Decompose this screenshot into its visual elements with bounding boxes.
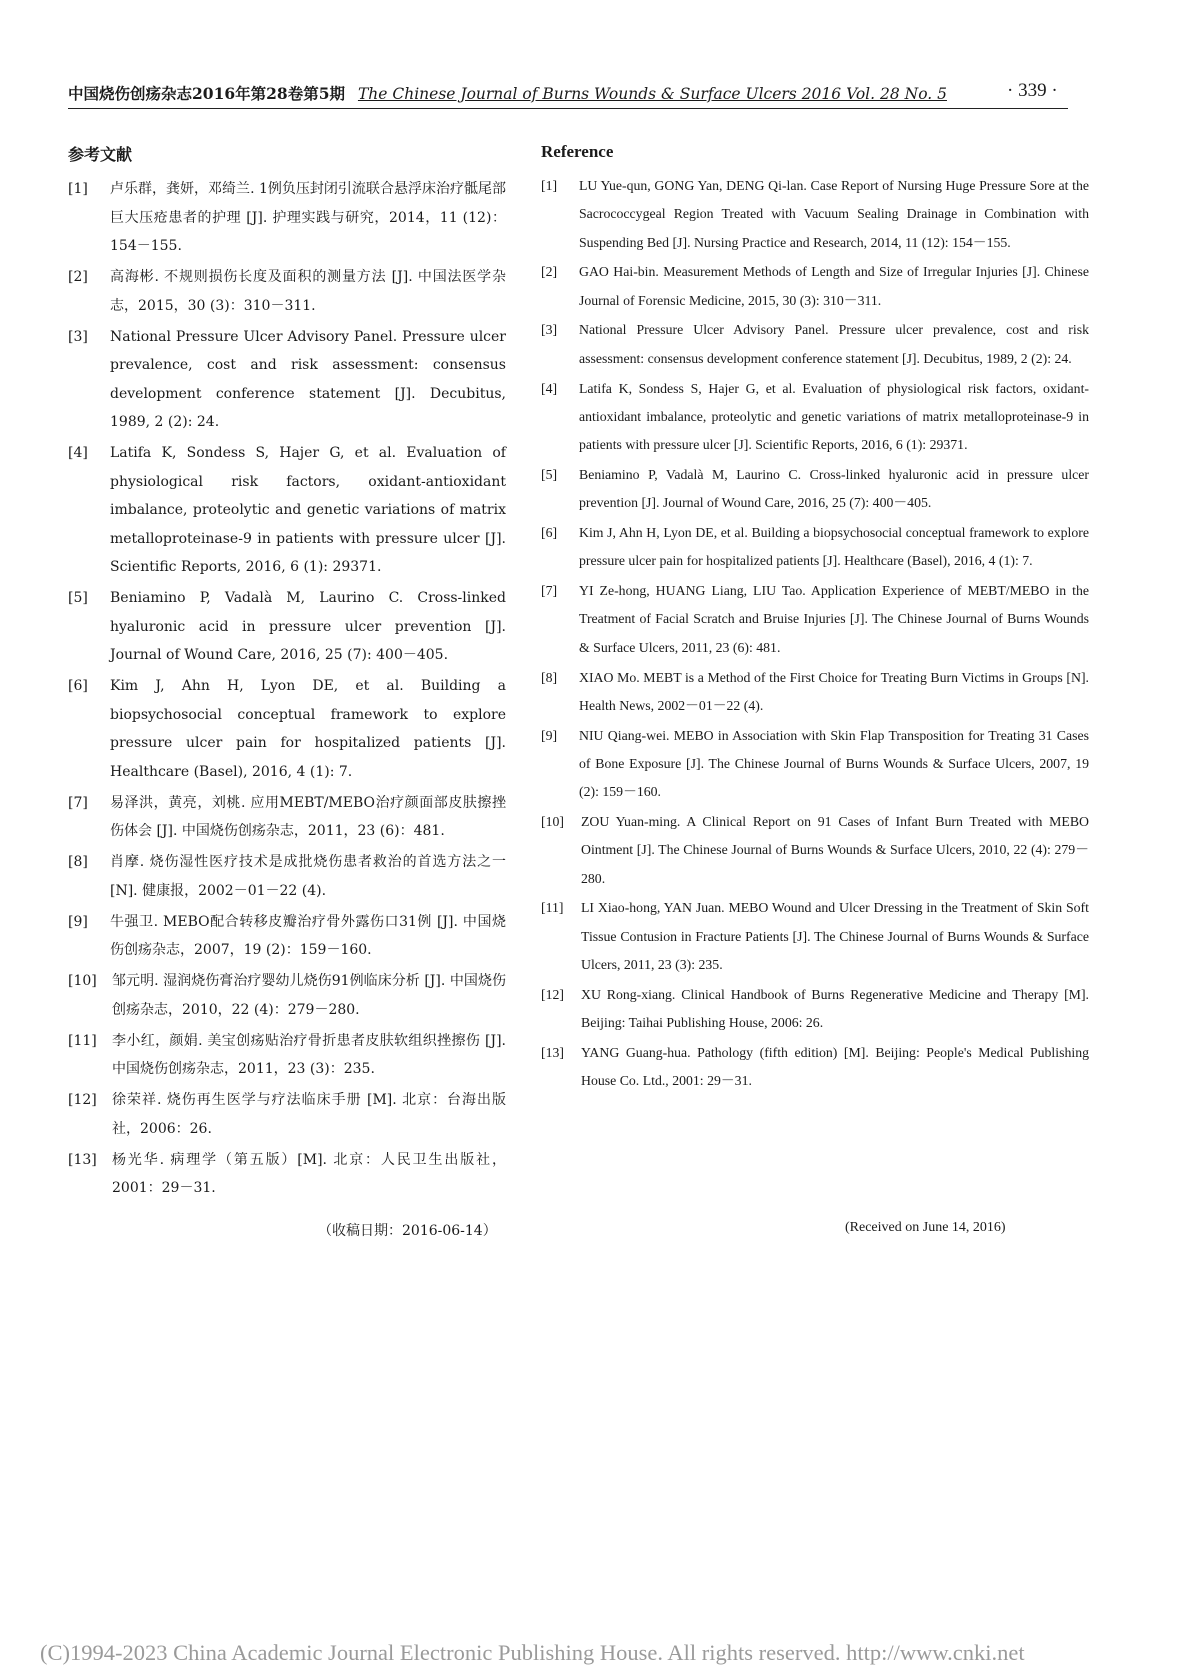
references-cn-list [68, 175, 506, 1203]
header-journal-en: The Chinese Journal of Burns Wounds & Surface Ulcers 2016 Vol. 28 No. 5 [357, 85, 947, 103]
reference-item [68, 1027, 506, 1084]
reference-item [68, 848, 506, 905]
reference-item [68, 175, 506, 261]
reference-number: [12] [541, 986, 564, 1002]
reference-text: Kim J, Ahn H, Lyon DE, et al. Building a biopsychosocial conceptual framework to explore pressure ulcer pain for hospitalized patients [J]. Healthcare (Basel), 2016, 4 (1): 7. [579, 525, 1089, 569]
reference-item [68, 263, 506, 320]
reference-text: 卢乐群，龚妍，邓绮兰. 1例负压封闭引流联合悬浮床治疗骶尾部巨大压疮患者的护理 [J]. 护理实践与研究，2014，11 (12)：154－155. [110, 181, 506, 254]
reference-item [68, 1146, 506, 1203]
reference-text: 李小红，颜娟. 美宝创疡贴治疗骨折患者皮肤软组织挫擦伤 [J]. 中国烧伤创疡杂志，2011，23 (3)：235. [112, 1032, 506, 1077]
reference-number: [5] [541, 466, 558, 482]
reference-text: XU Rong-xiang. Clinical Handbook of Burns Regenerative Medicine and Therapy [M]. Beijing: Taihai Publishing House, 2006: 26. [581, 986, 1089, 1031]
copyright-footer: (C)1994-2023 China Academic Journal Electronic Publishing House. All rights reserved. http://www.cnki.net [40, 1640, 1025, 1665]
reference-item [541, 172, 1089, 257]
reference-item [541, 808, 1089, 893]
references-en-title: Reference [541, 142, 614, 161]
running-header [68, 82, 1068, 110]
reference-item [541, 1039, 1089, 1096]
reference-number: [4] [68, 445, 88, 461]
reference-item [68, 908, 506, 965]
reference-number: [8] [68, 854, 88, 870]
references-cn-title: 参考文献 [68, 145, 133, 164]
reference-number: [1] [541, 178, 558, 193]
reference-text: 徐荣祥. 烧伤再生医学与疗法临床手册 [M]. 北京：台海出版社，2006：26. [112, 1092, 506, 1137]
reference-item [541, 461, 1089, 518]
reference-item [68, 323, 506, 437]
reference-number: [9] [541, 727, 558, 743]
reference-text: Latifa K, Sondess S, Hajer G, et al. Evaluation of physiological risk factors, oxidant-antioxidant imbalance, proteolytic and genetic variations of matrix metalloproteinase-9 in patients with pressure ulcer [J]. Scientific Reports, 2016, 6 (1): 29371. [579, 380, 1089, 453]
reference-item [541, 664, 1089, 721]
reference-item [541, 258, 1089, 315]
reference-text: 邹元明. 湿润烧伤膏治疗婴幼儿烧伤91例临床分析 [J]. 中国烧伤创疡杂志，2010，22 (4)：279－280. [112, 973, 506, 1018]
reference-number: [3] [68, 328, 88, 345]
reference-text: GAO Hai-bin. Measurement Methods of Length and Size of Irregular Injuries [J]. Chinese Journal of Forensic Medicine, 2015, 30 (3): 310－311. [579, 264, 1089, 308]
reference-number: [7] [541, 583, 558, 599]
received-date-cn: （收稿日期：2016-06-14） [318, 1223, 497, 1239]
reference-item [68, 789, 506, 846]
reference-number: [12] [68, 1092, 97, 1108]
reference-item [68, 584, 506, 670]
reference-item [68, 967, 506, 1024]
reference-text: YI Ze-hong, HUANG Liang, LIU Tao. Application Experience of MEBT/MEBO in the Treatment of Facial Scratch and Bruise Injuries [J]. The Chinese Journal of Burns Wounds & Surface Ulcers, 2011, 23 (6): 481. [579, 583, 1089, 655]
reference-text: National Pressure Ulcer Advisory Panel. Pressure ulcer prevalence, cost and risk assessment: consensus development conference statement [J]. Decubitus, 1989, 2 (2): 24. [110, 328, 506, 430]
reference-text: YANG Guang-hua. Pathology (fifth edition) [M]. Beijing: People's Medical Publishing House Co. Ltd., 2001: 29－31. [581, 1044, 1089, 1089]
reference-item [68, 1086, 506, 1143]
reference-text: 牛强卫. MEBO配合转移皮瓣治疗骨外露伤口31例 [J]. 中国烧伤创疡杂志，2007，19 (2)：159－160. [110, 913, 506, 958]
header-journal-cn: 中国烧伤创疡杂志2016年第28卷第5期 [68, 84, 345, 103]
reference-item [541, 722, 1089, 807]
reference-number: [4] [541, 380, 558, 396]
references-en-list [541, 172, 1089, 1096]
reference-number: [13] [541, 1044, 564, 1060]
reference-text: LU Yue-qun, GONG Yan, DENG Qi-lan. Case Report of Nursing Huge Pressure Sore at the Sacrococcygeal Region Treated with Vacuum Sealing Drainage in Combination with Suspending Bed [J]. Nursing Practice and Research, 2014, 11 (12): 154－155. [579, 178, 1089, 250]
reference-number: [13] [68, 1151, 97, 1168]
reference-text: NIU Qiang-wei. MEBO in Association with Skin Flap Transposition for Treating 31 Cases of Bone Exposure [J]. The Chinese Journal of Burns Wounds & Surface Ulcers, 2007, 19 (2): 159－160. [579, 727, 1089, 800]
header-rule [68, 108, 1068, 109]
reference-text: 杨光华. 病理学（第五版）[M]. 北京：人民卫生出版社，2001：29－31. [112, 1151, 506, 1196]
reference-number: [10] [68, 973, 97, 989]
reference-number: [1] [68, 181, 88, 197]
reference-text: 肖摩. 烧伤湿性医疗技术是成批烧伤患者救治的首选方法之一 [N]. 健康报，2002－01－22 (4). [110, 854, 506, 899]
reference-text: Beniamino P, Vadalà M, Laurino C. Cross-linked hyaluronic acid in pressure ulcer prevention [J]. Journal of Wound Care, 2016, 25 (7): 400－405. [110, 590, 506, 663]
reference-number: [2] [68, 269, 88, 285]
reference-text: LI Xiao-hong, YAN Juan. MEBO Wound and Ulcer Dressing in the Treatment of Skin Soft Tissue Contusion in Fracture Patients [J]. The Chinese Journal of Burns Wounds & Surface Ulcers, 2011, 23 (3): 235. [581, 900, 1089, 973]
reference-item [541, 316, 1089, 373]
reference-number: [6] [68, 678, 88, 694]
reference-item [541, 577, 1089, 662]
reference-item [541, 894, 1089, 979]
reference-item [68, 439, 506, 582]
reference-text: National Pressure Ulcer Advisory Panel. Pressure ulcer prevalence, cost and risk assessment: consensus development conference statement [J]. Decubitus, 1989, 2 (2): 24. [579, 322, 1089, 366]
reference-text: XIAO Mo. MEBT is a Method of the First Choice for Treating Burn Victims in Groups [N]. Health News, 2002－01－22 (4). [579, 669, 1089, 713]
reference-number: [2] [541, 264, 558, 280]
reference-number: [3] [541, 322, 558, 338]
reference-item [541, 981, 1089, 1038]
reference-number: [11] [68, 1032, 97, 1049]
reference-number: [5] [68, 590, 88, 606]
reference-number: [10] [541, 814, 564, 830]
reference-number: [8] [541, 669, 558, 685]
reference-text: Latifa K, Sondess S, Hajer G, et al. Evaluation of physiological risk factors, oxidant-antioxidant imbalance, proteolytic and genetic variations of matrix metalloproteinase-9 in patients with pressure ulcer [J]. Scientific Reports, 2016, 6 (1): 29371. [110, 445, 506, 575]
reference-text: ZOU Yuan-ming. A Clinical Report on 91 Cases of Infant Burn Treated with MEBO Ointment [J]. The Chinese Journal of Burns Wounds & Surface Ulcers, 2010, 22 (4): 279－280. [581, 814, 1089, 886]
reference-number: [6] [541, 525, 558, 541]
reference-item [541, 519, 1089, 576]
reference-number: [9] [68, 913, 88, 930]
reference-text: 高海彬. 不规则损伤长度及面积的测量方法 [J]. 中国法医学杂志，2015，30 (3)：310－311. [110, 269, 506, 314]
reference-text: Beniamino P, Vadalà M, Laurino C. Cross-linked hyaluronic acid in pressure ulcer prevention [J]. Journal of Wound Care, 2016, 25 (7): 400－405. [579, 466, 1089, 511]
page-number: · 339 · [1007, 80, 1058, 101]
reference-item [541, 375, 1089, 460]
reference-text: 易泽洪，黄亮，刘桃. 应用MEBT/MEBO治疗颜面部皮肤擦挫伤体会 [J]. 中国烧伤创疡杂志，2011，23 (6)：481. [110, 794, 506, 839]
references-cn-column [68, 142, 506, 1205]
received-date-en: (Received on June 14, 2016) [845, 1220, 1006, 1235]
reference-number: [7] [68, 794, 88, 811]
reference-number: [11] [541, 900, 564, 916]
reference-text: Kim J, Ahn H, Lyon DE, et al. Building a biopsychosocial conceptual framework to explore pressure ulcer pain for hospitalized patients [J]. Healthcare (Basel), 2016, 4 (1): 7. [110, 678, 506, 780]
reference-item [68, 672, 506, 786]
references-en-column [541, 142, 1089, 1097]
